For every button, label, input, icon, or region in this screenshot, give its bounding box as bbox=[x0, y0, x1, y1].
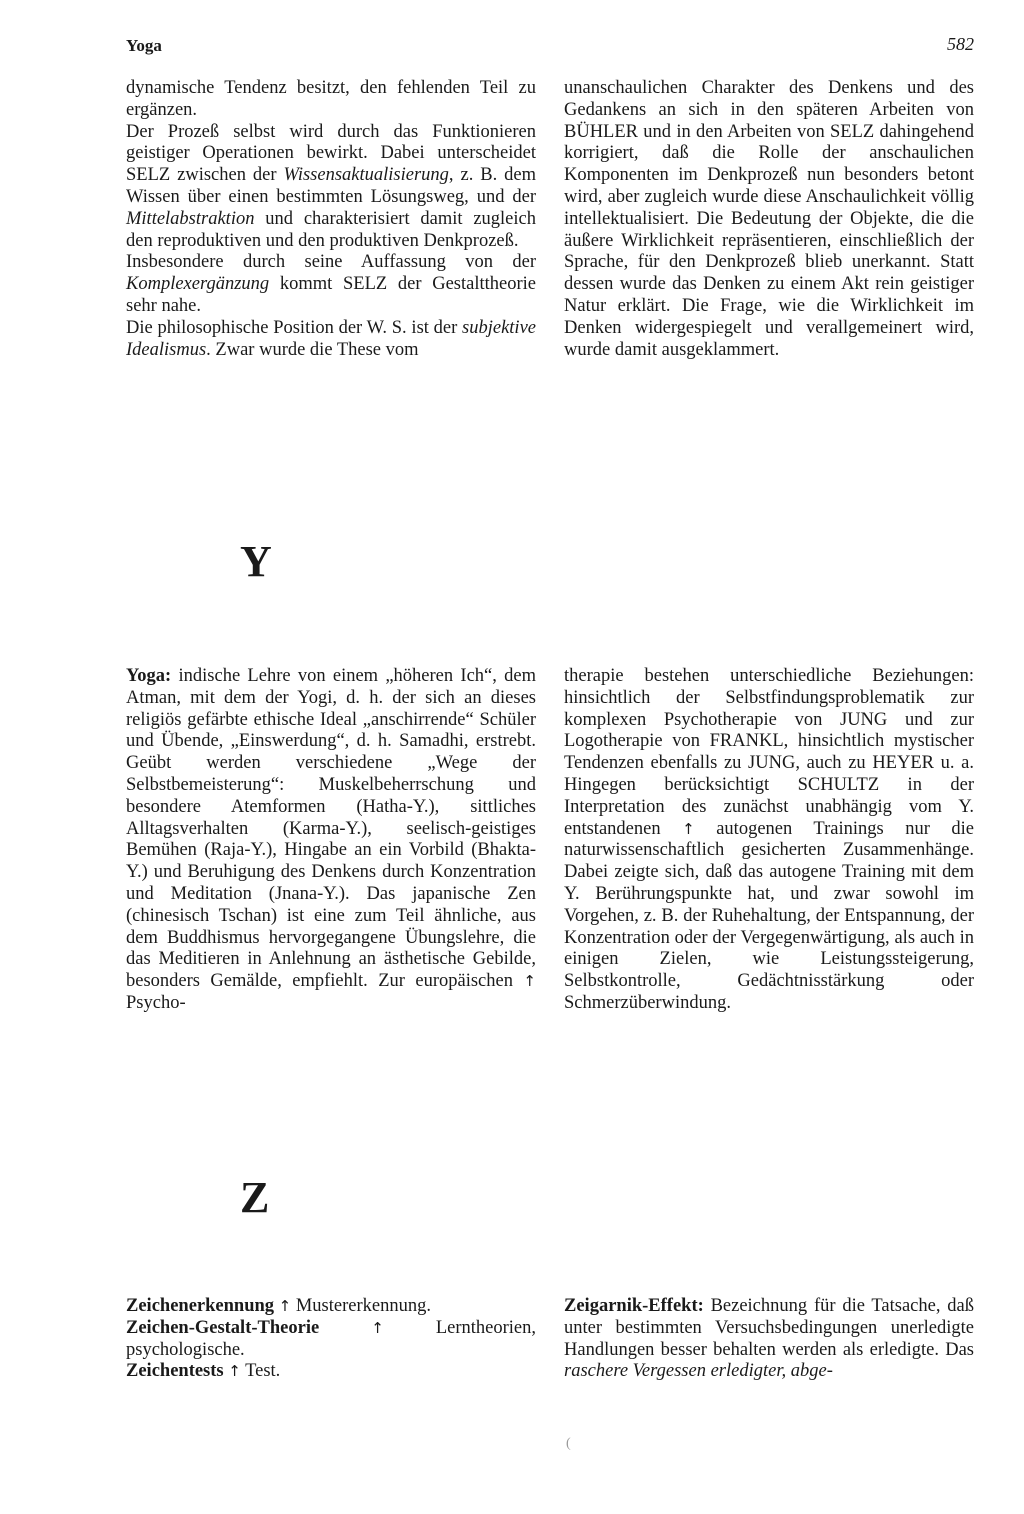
entry-term: Zeichenerkennung bbox=[126, 1296, 275, 1316]
paragraph-text: kommt SELZ der Gestalttheorie sehr nahe. bbox=[126, 274, 536, 316]
page-number: 582 bbox=[947, 34, 974, 54]
entry-text: autogenen Trainings nur die naturwissenschaftlich gesicherten Zusammenhänge. Dabei zeigte sich, daß das autogene Training mit dem Y. Berührungspunkte hat, und zwar sowohl im Vorgehen, z. B. der Ruhehaltung, der Entspannung, der Konzentration oder der Vergegenwärtigung, als auch in einigen Zielen, wie Leistungssteigerung, Selbstkontrolle, Gedächtnisstärkung oder Schmerzüberwindung. bbox=[564, 818, 975, 1013]
paragraph-text: , z. B. dem Wissen über einen bestimmten Lösungsweg, und der bbox=[126, 165, 536, 207]
paragraph-text: dynamische Tendenz besitzt, den fehlenden Teil zu ergänzen. bbox=[126, 78, 536, 120]
entry-zeichentests bbox=[126, 1361, 536, 1383]
entry-text: indische Lehre von einem „höheren Ich“, dem Atman, mit dem der Yogi, d. h. der sich an dieses religiös gefärbte ethische Ideal „anschirrende“ Schüler und Übende, „Einswerdung“, d. h. Samadhi, erstrebt. Geübt werden verschiedene „Wege der Selbstbemeisterung“: Muskelbeherrschung und besondere Atemformen (Hatha-Y.), sittliches Alltagsverhalten (Karma-Y.), seelisch-geistiges Bemühen (Raja-Y.), Hingabe an ein Vorbild (Bhakta-Y.) und Beruhigung des Denkens durch Konzentration und Meditation (Jnana-Y.). Das japanische Zen (chinesisch Tschan) ist eine zum Teil ähnliche, aus dem Buddhismus hervorgegangene Übungslehre, die das Meditieren in Anlehnung an ästhetische Gebilde, besonders Gemälde, empfiehlt. Zur europäischen bbox=[126, 666, 536, 992]
paragraph-text: . Zwar wurde die These vom bbox=[206, 339, 419, 360]
paragraph bbox=[126, 122, 536, 253]
cross-reference-arrow-icon: ↑ bbox=[523, 972, 536, 991]
emphasis-term: subjektive Idealismus bbox=[126, 317, 536, 360]
paragraph-text: und charakterisiert damit zugleich den reproduktiven und den produktiven Denkprozeß. bbox=[126, 208, 536, 251]
entry-text: therapie bestehen unterschiedliche Beziehungen: hinsichtlich der Selbstfindungsproblematik zur komplexen Psychotherapie von JUNG und zur Logotherapie von FRANKL, hinsichtlich mystischer Tendenzen ebenfalls zu JUNG, auch zu HEYER u. a. Hingegen berücksichtigt SCHULTZ in der Interpretation des zunächst unabhängig vom Y. entstandenen bbox=[564, 666, 974, 839]
entry-text: Lerntheorien, psychologische. bbox=[126, 1317, 536, 1360]
entry-term: Yoga: bbox=[126, 666, 172, 686]
paragraph bbox=[126, 78, 536, 122]
y-left-column bbox=[126, 666, 536, 1015]
section-letter-z: Z bbox=[240, 1173, 270, 1222]
emphasis-term: Mittelabstraktion bbox=[126, 208, 255, 229]
cross-reference-arrow-icon: ↑ bbox=[371, 1318, 384, 1337]
entry-term: Zeigarnik-Effekt: bbox=[564, 1296, 704, 1316]
entry-term: Zeichentests bbox=[126, 1361, 224, 1382]
paragraph-text: Der Prozeß selbst wird durch das Funktionieren geistiger Operationen bewirkt. Dabei unterscheidet SELZ zwischen der bbox=[126, 121, 536, 186]
running-head: Yoga bbox=[126, 36, 162, 55]
paragraph-text: Insbesondere durch seine Auffassung von der bbox=[126, 252, 536, 273]
entry-text: Mustererkennung. bbox=[291, 1296, 431, 1316]
entry-text: Test. bbox=[240, 1361, 281, 1382]
section-letter-y: Y bbox=[240, 537, 272, 586]
emphasis-term: Wissensaktualisierung bbox=[283, 165, 449, 186]
paragraph-text: Die philosophische Position der W. S. ist der bbox=[126, 317, 463, 338]
entry-yoga-continued bbox=[564, 666, 974, 1015]
cross-reference-arrow-icon: ↑ bbox=[228, 1362, 241, 1381]
entry-text: Bezeichnung für die Tatsache, daß unter bestimmten Versuchsbedingungen unerledigte Handlungen besser behalten werden als erledigte. Das bbox=[564, 1296, 974, 1360]
z-right-column bbox=[564, 1296, 974, 1383]
scan-mark: ( bbox=[566, 1436, 571, 1451]
entry-zeigarnik-effekt bbox=[564, 1296, 974, 1383]
entry-term: Zeichen-Gestalt-Theorie bbox=[126, 1317, 320, 1338]
emphasis-term: raschere Vergessen erledigter, abge- bbox=[564, 1361, 833, 1382]
entry-zeichen-gestalt-theorie bbox=[126, 1318, 536, 1362]
top-right-column bbox=[564, 78, 974, 361]
entry-yoga bbox=[126, 666, 536, 1015]
cross-reference-arrow-icon: ↑ bbox=[278, 1297, 292, 1315]
paragraph: unanschaulichen Charakter des Denkens und des Gedankens an sich in den späteren Arbeiten von BÜHLER und in den Arbeiten von SELZ dahingehend korrigiert, daß die Rolle der anschaulichen Komponenten im Denkprozeß nun besonders betont wird, aber zugleich wurde diese Anschaulichkeit völlig intellektualisiert. Die Bedeutung der Objekte, die die äußere Wirklichkeit repräsentieren, einschließlich der Sprache, für den Denkprozeß blieb unerkannt. Statt dessen wurde das Denken zu einem Akt rein geistiger Natur erklärt. Die Frage, wie die Wirklichkeit im Denken widergespiegelt und verallgemeinert wird, wurde damit ausgeklammert. bbox=[564, 78, 974, 360]
paragraph bbox=[126, 252, 536, 317]
z-left-column bbox=[126, 1296, 536, 1383]
paragraph bbox=[126, 318, 536, 362]
entry-zeichenerkennung bbox=[126, 1296, 536, 1318]
cross-reference-arrow-icon: ↑ bbox=[682, 819, 695, 838]
y-right-column bbox=[564, 666, 974, 1015]
top-left-column bbox=[126, 78, 536, 361]
emphasis-term: Komplexergänzung bbox=[126, 274, 270, 295]
entry-text: Psycho- bbox=[126, 992, 186, 1013]
